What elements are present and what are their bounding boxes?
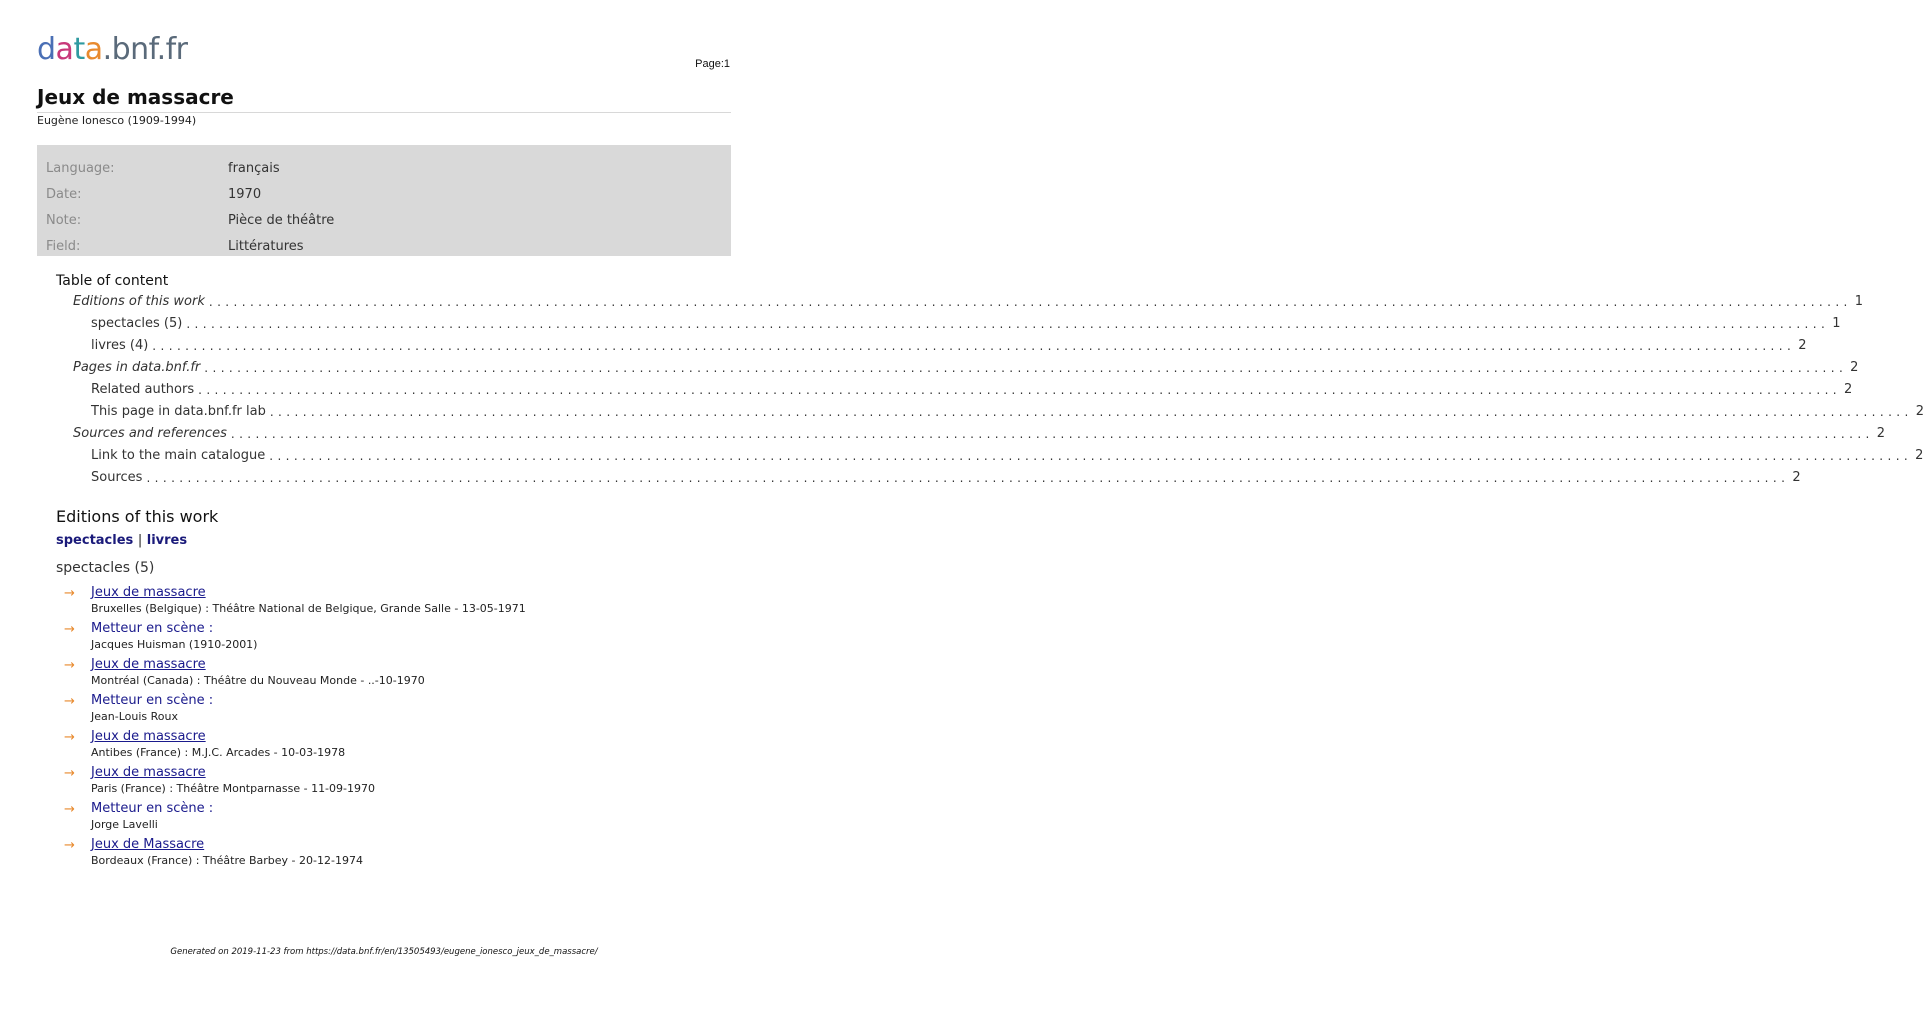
metadata-value: Littératures	[228, 239, 304, 254]
metadata-table	[37, 145, 731, 256]
edition-description: Montréal (Canada) : Théâtre du Nouveau Monde - ..-10-1970	[91, 674, 425, 687]
edition-description: Bordeaux (France) : Théâtre Barbey - 20-12-1974	[91, 854, 363, 867]
toc-entry[interactable]	[91, 313, 1841, 331]
toc-entry-text: Pages in data.bnf.fr	[73, 360, 201, 375]
toc-entry[interactable]	[91, 335, 1807, 353]
toc-entry[interactable]	[91, 467, 1801, 485]
toc-entry-page: 2	[1844, 382, 1853, 397]
toc-entry-text: Editions of this work	[73, 294, 205, 309]
edition-title-link[interactable]: Jeux de massacre	[91, 657, 206, 672]
toc-entry-text: Sources and references	[73, 426, 227, 441]
author-line: Eugène Ionesco (1909-1994)	[37, 114, 197, 127]
spectacles-subtitle: spectacles (5)	[56, 560, 155, 576]
director-label: Metteur en scène :	[91, 801, 214, 816]
metadata-row-field	[37, 231, 731, 257]
metadata-label: Field:	[46, 239, 81, 254]
editions-section-title: Editions of this work	[56, 507, 219, 526]
editions-subnav	[56, 533, 187, 548]
subnav-separator: |	[137, 533, 143, 548]
toc-leader: ........................................................................................................................................................................................................	[204, 361, 1848, 375]
toc-leader: ........................................................................................................................................................................................................	[146, 471, 1790, 485]
toc-entry-page: 2	[1798, 338, 1807, 353]
arrow-right-icon: →	[64, 730, 75, 745]
edition-title-link[interactable]: Jeux de massacre	[91, 585, 206, 600]
toc-entry-text: Sources	[91, 470, 143, 485]
toc-entry-page: 2	[1915, 404, 1924, 419]
toc-leader: ........................................................................................................................................................................................................	[269, 405, 1913, 419]
arrow-right-icon: →	[64, 766, 75, 781]
arrow-right-icon: →	[64, 658, 75, 673]
toc-entry-text: spectacles (5)	[91, 316, 183, 331]
toc-leader: ........................................................................................................................................................................................................	[208, 295, 1852, 309]
toc-entry-page: 1	[1854, 294, 1864, 309]
toc-entry-text: Related authors	[91, 382, 195, 397]
metadata-value: Pièce de théâtre	[228, 213, 335, 228]
edition-description: Paris (France) : Théâtre Montparnasse - 11-09-1970	[91, 782, 375, 795]
generated-footer: Generated on 2019-11-23 from https://data.bnf.fr/en/13505493/eugene_ionesco_jeux_de_massacre/	[170, 947, 598, 957]
metadata-row-date	[37, 179, 731, 205]
logo-letter-d: d	[37, 32, 56, 67]
arrow-right-icon: →	[64, 838, 75, 853]
toc-entry-text: livres (4)	[91, 338, 149, 353]
toc-entry[interactable]	[91, 401, 1924, 419]
toc-entry-page: 2	[1876, 426, 1886, 441]
toc-entry-text: This page in data.bnf.fr lab	[91, 404, 266, 419]
spectacles-link[interactable]: spectacles	[56, 533, 134, 548]
livres-link[interactable]: livres	[146, 533, 188, 548]
page-number: Page:1	[695, 58, 730, 70]
site-logo[interactable]	[37, 30, 188, 70]
toc-entry[interactable]	[73, 423, 1886, 441]
toc-entry[interactable]	[73, 357, 1859, 375]
title-divider	[37, 112, 731, 113]
metadata-value: 1970	[228, 187, 262, 202]
toc-entry[interactable]	[73, 291, 1864, 309]
metadata-value: français	[228, 161, 280, 176]
metadata-row-language	[37, 153, 731, 179]
arrow-right-icon: →	[64, 586, 75, 601]
toc-title: Table of content	[56, 273, 169, 289]
edition-description: Jorge Lavelli	[91, 818, 158, 831]
metadata-label: Date:	[46, 187, 82, 202]
edition-title-link[interactable]: Jeux de massacre	[91, 729, 206, 744]
edition-description: Jean-Louis Roux	[91, 710, 178, 723]
metadata-label: Note:	[46, 213, 82, 228]
edition-title-link[interactable]: Jeux de massacre	[91, 765, 206, 780]
page-title: Jeux de massacre	[37, 85, 234, 109]
arrow-right-icon: →	[64, 622, 75, 637]
arrow-right-icon: →	[64, 802, 75, 817]
edition-description: Jacques Huisman (1910-2001)	[91, 638, 258, 651]
toc-leader: ........................................................................................................................................................................................................	[198, 383, 1842, 397]
logo-letter-a2: a	[84, 32, 103, 67]
toc-entry-page: 2	[1792, 470, 1801, 485]
toc-entry-page: 1	[1832, 316, 1841, 331]
metadata-row-note	[37, 205, 731, 231]
edition-description: Bruxelles (Belgique) : Théâtre National de Belgique, Grande Salle - 13-05-1971	[91, 602, 526, 615]
toc-leader: ........................................................................................................................................................................................................	[269, 449, 1913, 463]
director-label: Metteur en scène :	[91, 621, 214, 636]
edition-title-link[interactable]: Jeux de Massacre	[91, 837, 205, 852]
toc-entry[interactable]	[91, 445, 1924, 463]
toc-leader: ........................................................................................................................................................................................................	[186, 317, 1830, 331]
toc-entry-text: Link to the main catalogue	[91, 448, 266, 463]
arrow-right-icon: →	[64, 694, 75, 709]
logo-domain: .bnf.fr	[102, 32, 188, 67]
toc-leader: ........................................................................................................................................................................................................	[230, 427, 1874, 441]
toc-entry-page: 2	[1850, 360, 1859, 375]
edition-description: Antibes (France) : M.J.C. Arcades - 10-03-1978	[91, 746, 346, 759]
logo-letter-t: t	[73, 32, 85, 67]
metadata-label: Language:	[46, 161, 115, 176]
toc-entry[interactable]	[91, 379, 1853, 397]
toc-leader: ........................................................................................................................................................................................................	[152, 339, 1796, 353]
toc-entry-page: 2	[1915, 448, 1924, 463]
director-label: Metteur en scène :	[91, 693, 214, 708]
logo-letter-a: a	[55, 32, 74, 67]
